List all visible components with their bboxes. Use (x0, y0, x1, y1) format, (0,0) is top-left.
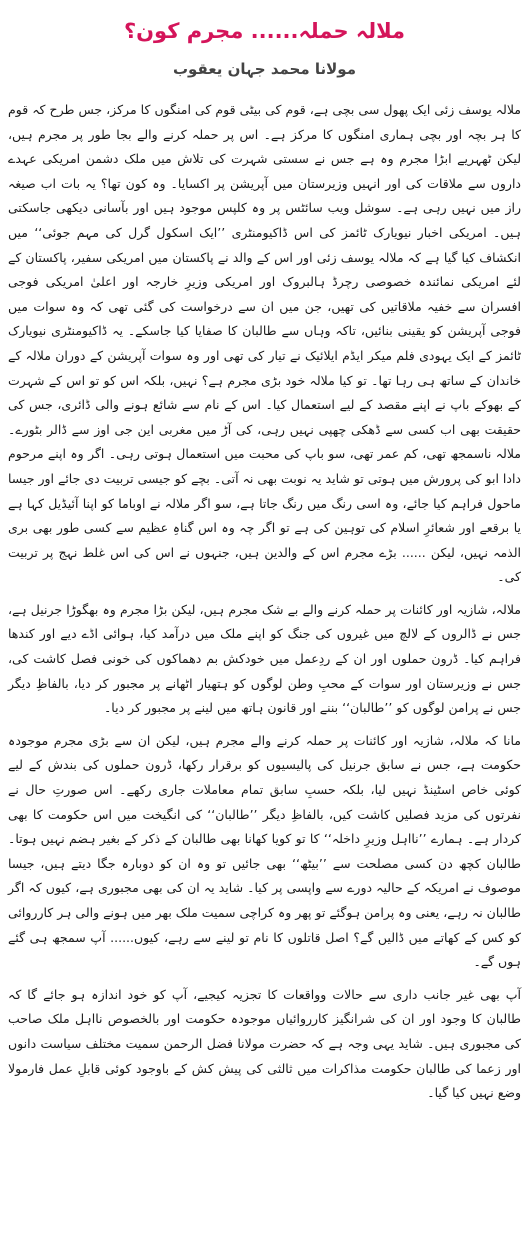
article-body (8, 98, 521, 1106)
article-title: ملالہ حملہ...... مجرم کون؟ (123, 19, 406, 43)
article-author: مولانا محمد جہان یعقوب (172, 60, 357, 78)
paragraph-2: ملالہ، شازیہ اور کائنات پر حملہ کرنے والے بے شک مجرم ہیں، لیکن بڑا مجرم وہ بھگوڑا جرنیل ہے، جس نے ڈالروں کے لالچ میں غیروں کی جنگ کو اپنے ملک میں درآمد کیا، ہوائی اڈے دیے اور کندھا فراہم کیا۔ ڈرون حملوں اور ان کے ردِعمل میں خودکش بم دھماکوں کی خونی فصل کاشت کی، جس نے وزیرستان اور سوات کے محبِ وطن لوگوں کو ہتھیار اٹھانے پر مجبور کر دیا، بالفاظِ دیگر جس نے پرامن لوگوں کو ’’طالبان‘‘ بننے اور قانون ہاتھ میں لینے پر مجبور کر دیا۔ (8, 601, 521, 716)
paragraph-4: آپ بھی غیر جانب داری سے حالات وواقعات کا تجزیہ کیجیے، آپ کو خود اندازہ ہو جائے گا کہ طالبان کا وجود اور ان کی شرانگیز کارروائیاں موجودہ حکومت اور بالخصوص نااہل ملک صاحب کی مجبوری ہیں۔ شاید یہی وجہ ہے کہ حضرت مولانا فضل الرحمن سمیت مختلف سیاست دانوں اور زعما کی طالبان حکومت مذاکرات میں ثالثی کی پیش کش کے باوجود کوئی قابلِ عمل فارمولا وضع نہیں کیا گیا۔ (8, 986, 521, 1101)
paragraph-1: ملالہ یوسف زئی ایک پھول سی بچی ہے، قوم کی بیٹی قوم کی امنگوں کا مرکز، جس طرح کہ قوم کا ہر بچہ اور بچی ہماری امنگوں کا مرکز ہے۔ اس پر حملہ کرنے والے بجا طور پر مجرم ہیں، لیکن ٹھہریے ابڑا مجرم وہ ہے جس نے سستی شہرت کی تلاش میں ملک دشمن امریکی عہدے داروں سے ملاقات کی اور انہیں وزیرستان میں آپریشن پر اکسایا۔ وہ کون تھا؟ یہ بات اب صیغہ راز میں نہیں رہی ہے۔ سوشل ویب سائٹس پر وہ کلپس موجود ہیں اور بآسانی دیکھی جاسکتی ہیں۔ امریکی اخبار نیویارک ٹائمز کی اس ڈاکیومنٹری ’’ایک اسکول گرل کی مہم جوئی‘‘ میں انکشاف کیا گیا ہے کہ ملالہ یوسف زئی اور اس کے والد نے پاکستان میں امریکی سفیر، پاکستان کے لئے امریکی نمائندہ خصوصی رچرڈ ہالبروک اور امریکی وزیرِ خارجہ اور اعلیٰ امریکی فوجی افسران سے خفیہ ملاقاتیں کی تھیں، جن میں ان سے درخواست کی گئی تھی کہ وہ سوات میں فوجی آپریشن کو یقینی بنائیں، تاکہ وہاں سے طالبان کا صفایا کیا جاسکے۔ یہ ڈاکیومنٹری نیویارک ٹائمز کے ایک یہودی فلم میکر ایڈم ایلائیک نے تیار کی تھی اور وہ سوات آپریشن کے دوران ملالہ کے خاندان کے ساتھ ہی رہا تھا۔ تو کیا ملالہ خود بڑی مجرم ہے؟ نہیں، بلکہ اس کو تو اس کے شہرت کے بھوکے باپ نے اپنے مقصد کے لیے استعمال کیا۔ اس کے نام سے شائع ہونے والی ڈائری، جس کی حقیقت بھی اب کسی سے ڈھکی چھپی نہیں رہی، کی آڑ میں مغربی این جی اوز سے ڈالر بٹورے۔ ملالہ ناسمجھ تھی، کم عمر تھی، سو باپ کی محبت میں استعمال ہوتی رہی۔ اگر وہ اپنے مرحوم دادا ابو کی پرورش میں ہوتی تو شاید یہ نوبت بھی نہ آتی۔ بچے کو جیسی تربیت دی جائے اور جیسا ماحول فراہم کیا جائے، وہ اسی رنگ میں رنگ جاتا ہے، سو اگر ملالہ نے اوباما کو اپنا آئیڈیل کہا ہے یا برقعے اور شعائرِ اسلام کی توہین کی ہے تو اگر چہ وہ اس گناہِ عظیم سے کسی طور بھی بری الذمہ نہیں، لیکن ...... بڑے مجرم اس کے والدین ہیں، جنہوں نے اس کی اس غلط نہج پر تربیت کی۔ (8, 102, 521, 585)
paragraph-3: مانا کہ ملالہ، شازیہ اور کائنات پر حملہ کرنے والے مجرم ہیں، لیکن ان سے بڑی مجرم موجودہ حکومت ہے، جس نے سابق جرنیل کی پالیسیوں کو برقرار رکھا، ڈرون حملوں کی بندش کے لیے کوئی خاص اسٹینڈ نہیں لیا، بلکہ حسبِ سابق تمام معاملات جاری رکھے۔ اس صورتِ حال نے نفرتوں کی مزید فصلیں کاشت کیں، بالفاظِ دیگر ’’طالبان‘‘ کی انگیخت میں اس حکومت کا بھی کردار ہے۔ ہمارے ’’نااہل وزیرِ داخلہ‘‘ کا تو کویا کھانا بھی طالبان کے ذکر کے بغیر ہضم نہیں ہوتا۔ طالبان کچھ دن کسی مصلحت سے ’’بیٹھ‘‘ بھی جائیں تو وہ ان کو دوبارہ جگا دیتے ہیں، جیسا موصوف نے امریکہ کے حالیہ دورے سے واپسی پر کیا۔ شاید یہ ان کی بھی مجبوری ہے، کیوں کہ اگر طالبان نہ رہے، یعنی وہ پرامن ہوگئے تو پھر وہ کراچی سمیت ملک بھر میں ہونے والی ہر کارروائی کو کس کے کھاتے میں ڈالیں گے؟ اصل قاتلوں کا نام تو لینے سے رہے، کیوں...... آپ سمجھ ہی گئے ہوں گے۔ (8, 732, 521, 970)
